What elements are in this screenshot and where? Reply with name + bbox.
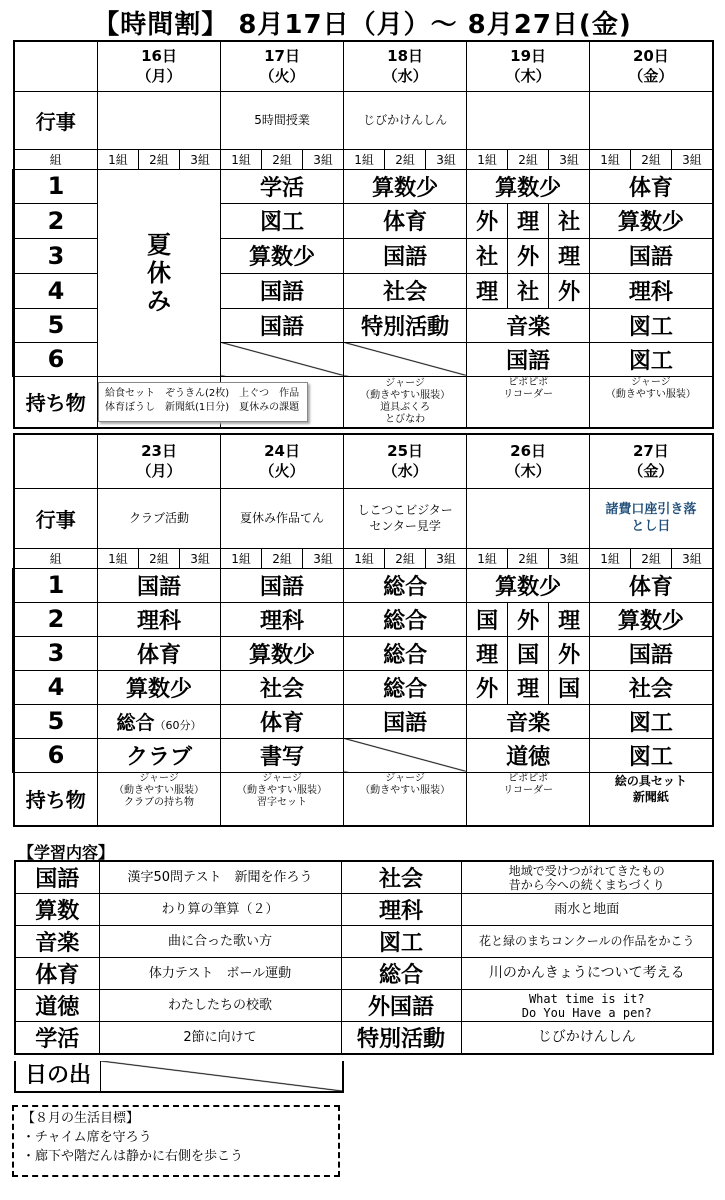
subject-cell: 体育: [590, 568, 713, 602]
items-cell: [344, 376, 467, 428]
day-dow: （月）: [136, 462, 182, 481]
learning-row: [15, 1022, 713, 1055]
subject-cell: 外: [467, 203, 508, 238]
subject-cell: 社会: [590, 670, 713, 704]
subject-cell: 国語: [590, 238, 713, 273]
subject-cell: 総合: [344, 670, 467, 704]
class-cell: 2組: [385, 548, 426, 568]
subject-content: 花と緑のまちコンクールの作品をかこう: [461, 926, 713, 958]
day-dow: （金）: [628, 462, 674, 481]
sunrise-box: [14, 1061, 344, 1093]
subject-cell: 算数少: [344, 169, 467, 203]
subject-cell: 算数少: [590, 203, 713, 238]
class-cell: 3組: [426, 149, 467, 169]
class-cell: 3組: [672, 548, 713, 568]
day-date: 18日: [387, 47, 424, 66]
day-header: [344, 434, 467, 488]
subject-cell: 総合: [344, 568, 467, 602]
content-line: 昔から今への続くまちづくり: [508, 877, 665, 892]
period-number: 5: [14, 308, 98, 342]
timetable-week2: [12, 433, 714, 827]
note-line: 給食セット ぞうきん(2枚) 上ぐつ 作品: [105, 388, 300, 399]
items-cell: [98, 772, 221, 826]
item-line: ピポピポ: [508, 376, 549, 388]
item-line: 習字セット: [257, 796, 308, 808]
period-row: [14, 568, 713, 602]
class-cell: 2組: [139, 548, 180, 568]
items-row: [14, 772, 713, 826]
subject-name: 国語: [15, 861, 99, 894]
period-number: 3: [14, 636, 98, 670]
period-number: 2: [14, 602, 98, 636]
subject-cell: 外: [467, 670, 508, 704]
item-line: ジャージ: [139, 772, 179, 784]
items-note-callout: [98, 382, 308, 422]
class-cell: 1組: [590, 149, 631, 169]
class-cell: 2組: [508, 548, 549, 568]
day-date: 25日: [387, 442, 424, 461]
period-row: [14, 704, 713, 738]
subject-content: 雨水と地面: [461, 894, 713, 926]
empty-period: [221, 342, 344, 376]
event-cell: クラブ活動: [98, 488, 221, 548]
holiday-char: み: [147, 286, 172, 315]
event-cell: [467, 91, 590, 149]
subject-cell: 国語: [344, 704, 467, 738]
period-row: [14, 602, 713, 636]
subject-cell: 理: [467, 636, 508, 670]
class-row: [14, 548, 713, 568]
subject-cell: 体育: [344, 203, 467, 238]
corner-cell: [14, 41, 98, 91]
item-line: ジャージ: [262, 772, 302, 784]
class-cell: 2組: [631, 548, 672, 568]
item-line: 道具ぶくろ: [380, 401, 431, 413]
period-number: 1: [14, 568, 98, 602]
subject-content: 体力テスト ボール運動: [99, 958, 341, 990]
subject-cell: 国語: [221, 273, 344, 308]
day-dow: （火）: [259, 67, 305, 86]
class-cell: 3組: [303, 149, 344, 169]
summer-holiday-cell: [98, 169, 221, 376]
class-cell: 2組: [508, 149, 549, 169]
class-cell: 1組: [467, 149, 508, 169]
class-cell: 3組: [549, 149, 590, 169]
subject-cell: 図工: [590, 704, 713, 738]
subject-cell: 体育: [98, 636, 221, 670]
day-dow: （火）: [259, 462, 305, 481]
day-header: [467, 41, 590, 91]
day-dow: （水）: [382, 67, 428, 86]
day-header: [221, 434, 344, 488]
subject-cell: 学活: [221, 169, 344, 203]
subject-content: 2節に向けて: [99, 1022, 341, 1055]
class-cell: 2組: [139, 149, 180, 169]
day-dow: （水）: [382, 462, 428, 481]
items-label: 持ち物: [14, 376, 98, 428]
period-number: 2: [14, 203, 98, 238]
class-cell: 1組: [590, 548, 631, 568]
subject-name: 図工: [341, 926, 461, 958]
subject-cell: 国: [549, 670, 590, 704]
event-line: しこつこビジター: [357, 503, 453, 517]
subject-cell: [98, 704, 221, 738]
subject-name: 理科: [341, 894, 461, 926]
item-line: （動きやすい服装）: [360, 389, 451, 401]
subject-name: 音楽: [15, 926, 99, 958]
day-header: [590, 41, 713, 91]
event-cell: [590, 488, 713, 548]
subject-cell: クラブ: [98, 738, 221, 772]
event-line: センター見学: [369, 519, 441, 533]
class-cell: 3組: [426, 548, 467, 568]
subject-name: 算数: [15, 894, 99, 926]
period-number: 1: [14, 169, 98, 203]
empty-period: [344, 342, 467, 376]
page-title: 【時間割】 8月17日（月）～ 8月27日(金): [93, 10, 632, 40]
subject-content: [461, 861, 713, 894]
period-row: [14, 169, 713, 203]
subject-name: 道徳: [15, 990, 99, 1022]
event-line: とし日: [631, 519, 671, 534]
subject-cell: 算数少: [467, 568, 590, 602]
subject-cell: 国語: [590, 636, 713, 670]
class-row: [14, 149, 713, 169]
subject-name: 体育: [15, 958, 99, 990]
class-cell: 3組: [180, 548, 221, 568]
learning-content-table: [14, 860, 714, 1055]
subject-cell: 国語: [344, 238, 467, 273]
subject-cell: 国語: [221, 568, 344, 602]
event-cell: [344, 488, 467, 548]
subject-cell: 算数少: [467, 169, 590, 203]
item-line: （動きやすい服装）: [237, 784, 328, 796]
subject-note: （60分）: [154, 718, 202, 732]
subject-content: わたしたちの校歌: [99, 990, 341, 1022]
subject-name: 社会: [341, 861, 461, 894]
subject-cell: 外: [549, 636, 590, 670]
period-number: 4: [14, 670, 98, 704]
items-cell: [344, 772, 467, 826]
class-cell: 2組: [385, 149, 426, 169]
period-row: [14, 670, 713, 704]
content-line: What time is it?: [528, 991, 645, 1006]
day-dow: （木）: [505, 67, 551, 86]
items-cell: [590, 772, 713, 826]
subject-name: 学活: [15, 1022, 99, 1055]
learning-row: [15, 894, 713, 926]
learning-row: [15, 926, 713, 958]
subject-cell: 社: [467, 238, 508, 273]
item-line: クラブの持ち物: [124, 796, 195, 808]
subject-cell: 算数少: [590, 602, 713, 636]
subject-cell: 社会: [221, 670, 344, 704]
period-number: 3: [14, 238, 98, 273]
period-number: 6: [14, 342, 98, 376]
items-cell: [221, 772, 344, 826]
item-line: ジャージ: [385, 772, 425, 784]
subject-cell: 国語: [221, 308, 344, 342]
subject-cell: 社会: [344, 273, 467, 308]
empty-period: [344, 738, 467, 772]
subject-content: 川のかんきょうについて考える: [461, 958, 713, 990]
subject-cell: 外: [508, 238, 549, 273]
event-cell: 5時間授業: [221, 91, 344, 149]
class-cell: 3組: [180, 149, 221, 169]
items-cell: [590, 376, 713, 428]
class-cell: 1組: [344, 149, 385, 169]
day-date: 16日: [141, 47, 177, 66]
event-line: 諸費口座引き落: [605, 502, 697, 517]
item-line: 絵の具セット: [614, 773, 687, 788]
item-line: （動きやすい服装）: [360, 784, 451, 796]
period-number: 5: [14, 704, 98, 738]
subject-name: 総合: [341, 958, 461, 990]
subject-cell: 図工: [590, 308, 713, 342]
corner-cell: [14, 434, 98, 488]
period-row: [14, 738, 713, 772]
class-cell: 1組: [98, 149, 139, 169]
subject-cell: 特別活動: [344, 308, 467, 342]
subject-cell: 道徳: [467, 738, 590, 772]
items-cell: [467, 376, 590, 428]
subject-content: 漢字50問テスト 新聞を作ろう: [99, 861, 341, 894]
goal-line: ・廊下や階だんは静かに右側を歩こう: [22, 1149, 244, 1164]
subject-cell: 理: [549, 238, 590, 273]
day-header: [221, 41, 344, 91]
day-date: 17日: [264, 47, 300, 66]
item-line: リコーダー: [503, 784, 554, 796]
content-line: Do You Have a pen?: [521, 1005, 652, 1020]
day-header: [98, 434, 221, 488]
sunrise-empty: [101, 1061, 342, 1091]
event-cell: [98, 91, 221, 149]
subject-content: 曲に合った歌い方: [99, 926, 341, 958]
class-label: 組: [14, 149, 98, 169]
subject-text: 総合: [116, 711, 155, 734]
item-line: ジャージ: [385, 377, 425, 389]
item-line: （動きやすい服装）: [605, 388, 696, 400]
subject-cell: 算数少: [98, 670, 221, 704]
event-cell: じびかけんしん: [344, 91, 467, 149]
subject-cell: 国語: [467, 342, 590, 376]
learning-row: [15, 990, 713, 1022]
class-cell: 1組: [344, 548, 385, 568]
class-cell: 1組: [467, 548, 508, 568]
item-line: ピポピポ: [508, 772, 549, 784]
day-header-row: [14, 434, 713, 488]
day-header-row: [14, 41, 713, 91]
subject-cell: 図工: [590, 738, 713, 772]
timetable-week1: [12, 40, 714, 429]
subject-cell: 算数少: [221, 636, 344, 670]
day-header: [344, 41, 467, 91]
subject-content: [461, 990, 713, 1022]
subject-cell: 国: [467, 602, 508, 636]
event-row: [14, 488, 713, 548]
subject-cell: 外: [549, 273, 590, 308]
learning-content-heading: 【学習内容】: [18, 843, 115, 862]
subject-cell: 理: [467, 273, 508, 308]
subject-cell: 社: [549, 203, 590, 238]
subject-cell: 音楽: [467, 704, 590, 738]
class-cell: 1組: [221, 149, 262, 169]
event-cell: [590, 91, 713, 149]
subject-cell: 国語: [98, 568, 221, 602]
subject-cell: 書写: [221, 738, 344, 772]
monthly-goals-box: [12, 1105, 340, 1177]
goal-line: ・チャイム席を守ろう: [22, 1130, 152, 1145]
day-header: [98, 41, 221, 91]
class-cell: 1組: [98, 548, 139, 568]
day-date: 19日: [510, 47, 547, 66]
subject-cell: 社: [508, 273, 549, 308]
subject-cell: 外: [508, 602, 549, 636]
goals-heading: 【８月の生活目標】: [22, 1111, 140, 1126]
subject-cell: 理: [508, 203, 549, 238]
class-cell: 1組: [221, 548, 262, 568]
sunrise-label: 日の出: [16, 1061, 101, 1091]
subject-cell: 理: [508, 670, 549, 704]
period-row: [14, 636, 713, 670]
note-line: 体育ぼうし 新聞紙(1日分) 夏休みの課題: [105, 402, 300, 413]
subject-cell: 音楽: [467, 308, 590, 342]
class-cell: 3組: [672, 149, 713, 169]
period-number: 6: [14, 738, 98, 772]
class-cell: 3組: [549, 548, 590, 568]
event-row: [14, 91, 713, 149]
item-line: リコーダー: [503, 388, 554, 400]
period-number: 4: [14, 273, 98, 308]
subject-cell: 図工: [221, 203, 344, 238]
items-cell: [467, 772, 590, 826]
learning-row: [15, 861, 713, 894]
subject-cell: 図工: [590, 342, 713, 376]
day-dow: （木）: [505, 462, 551, 481]
day-date: 26日: [510, 442, 547, 461]
day-header: [467, 434, 590, 488]
class-cell: 3組: [303, 548, 344, 568]
item-line: とびなわ: [385, 413, 426, 425]
content-line: 地域で受けつがれてきたもの: [508, 863, 665, 878]
day-header: [590, 434, 713, 488]
day-date: 20日: [632, 47, 669, 66]
event-label: 行事: [14, 488, 98, 548]
subject-cell: 理科: [98, 602, 221, 636]
class-cell: 2組: [631, 149, 672, 169]
item-line: 新聞紙: [632, 789, 669, 804]
learning-row: [15, 958, 713, 990]
day-date: 24日: [264, 442, 300, 461]
subject-cell: 理: [549, 602, 590, 636]
day-dow: （金）: [628, 67, 674, 86]
subject-cell: 理科: [221, 602, 344, 636]
day-dow: （月）: [136, 67, 182, 86]
event-label: 行事: [14, 91, 98, 149]
holiday-char: 夏: [147, 230, 172, 259]
subject-cell: 総合: [344, 636, 467, 670]
subject-cell: 算数少: [221, 238, 344, 273]
subject-name: 外国語: [341, 990, 461, 1022]
event-cell: [467, 488, 590, 548]
subject-cell: 理科: [590, 273, 713, 308]
subject-name: 特別活動: [341, 1022, 461, 1055]
subject-cell: 体育: [221, 704, 344, 738]
event-cell: 夏休み作品てん: [221, 488, 344, 548]
class-label: 組: [14, 548, 98, 568]
item-line: （動きやすい服装）: [114, 784, 205, 796]
subject-cell: 体育: [590, 169, 713, 203]
class-cell: 2組: [262, 149, 303, 169]
subject-content: じびかけんしん: [461, 1022, 713, 1055]
day-date: 23日: [141, 442, 177, 461]
subject-cell: 総合: [344, 602, 467, 636]
item-line: ジャージ: [631, 376, 671, 388]
holiday-char: 休: [147, 258, 172, 287]
subject-content: わり算の筆算（２）: [99, 894, 341, 926]
class-cell: 2組: [262, 548, 303, 568]
day-date: 27日: [632, 442, 669, 461]
items-label: 持ち物: [14, 772, 98, 826]
subject-cell: 国: [508, 636, 549, 670]
